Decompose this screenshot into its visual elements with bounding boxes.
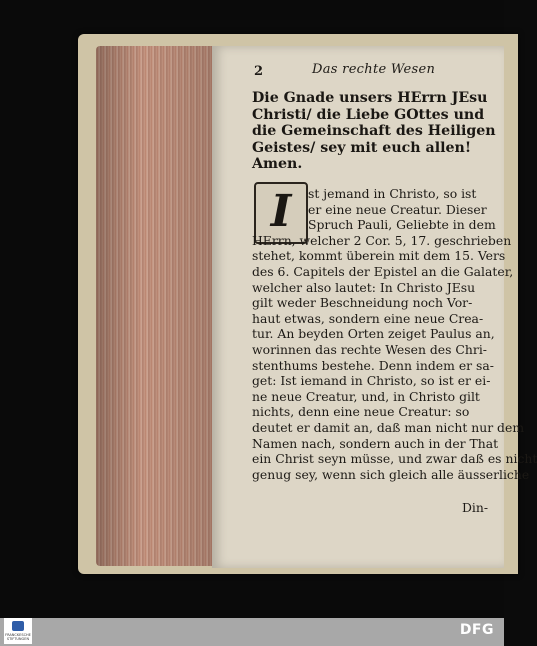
text-line: tur. An beyden Orten zeiget Paulus an, <box>252 326 495 342</box>
text-line: gilt weder Beschneidung noch Vor- <box>252 295 473 311</box>
logo-caption: FRANCKESCHE STIFTUNGEN <box>5 633 31 641</box>
page-number: 2 <box>254 64 264 79</box>
dfg-logo[interactable]: DFG <box>459 622 494 638</box>
text-line: stehet, kommt überein mit dem 15. Vers <box>252 248 506 264</box>
text-line: Namen nach, sondern auch in der That <box>252 435 499 451</box>
institution-logo[interactable] <box>4 618 32 644</box>
viewer-footer-bar <box>0 618 504 646</box>
text-line: des 6. Capitels der Epistel an die Galater, <box>252 263 514 279</box>
text-line: st jemand in Christo, so ist <box>308 186 477 201</box>
text-line: HErrn, welcher 2 Cor. 5, 17. geschrieben <box>252 232 512 248</box>
text-line: genug sey, wenn sich gleich alle äusserliche <box>252 466 530 482</box>
page-edges-shadow <box>96 46 214 566</box>
text-line: ne neue Creatur, und, in Christo gilt <box>252 388 480 404</box>
blessing-text: Die Gnade unsers HErrn JEsu Christi/ die Liebe GOttes und die Gemeinschaft des Heiligen Geistes/ sey mit euch allen! Amen. <box>252 90 496 173</box>
catchword: Din- <box>462 500 489 515</box>
body-paragraph <box>252 186 537 482</box>
text-line: welcher also lautet: In Christo JEsu <box>252 279 476 295</box>
running-head: Das rechte Wesen <box>312 62 436 77</box>
text-line: er eine neue Creatur. Dieser <box>308 201 487 217</box>
drop-cap-letter: I <box>270 186 292 237</box>
text-line: ein Christ seyn müsse, und zwar daß es nicht <box>252 451 537 467</box>
text-line: worinnen das rechte Wesen des Chri- <box>252 341 487 357</box>
logo-mark-icon <box>12 621 24 631</box>
text-line: stenthums bestehe. Denn indem er sa- <box>252 357 494 373</box>
text-line: nichts, denn eine neue Creatur: so <box>252 404 470 420</box>
text-line: deutet er damit an, daß man nicht nur dem <box>252 419 525 435</box>
text-line: get: Ist iemand in Christo, so ist er ei- <box>252 373 491 389</box>
text-line: haut etwas, sondern eine neue Crea- <box>252 310 484 326</box>
text-line: Spruch Pauli, Geliebte in dem <box>308 217 496 233</box>
